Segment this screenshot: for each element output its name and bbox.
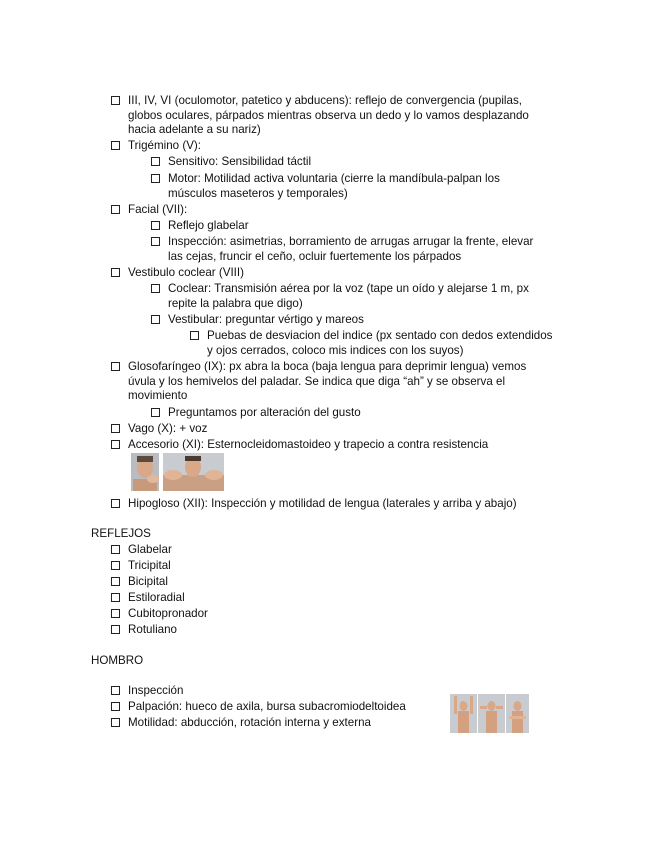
item-text: Sensitivo: Sensibilidad táctil: [168, 155, 312, 168]
list-item: [111, 360, 541, 404]
section-heading-hombro: HOMBRO: [91, 654, 144, 667]
checkbox[interactable]: [111, 205, 120, 214]
checkbox[interactable]: [151, 221, 160, 230]
list-item: [111, 700, 446, 715]
item-text: Estiloradial: [128, 591, 185, 604]
list-item: [111, 607, 311, 622]
checkbox[interactable]: [111, 577, 120, 586]
item-text: Glabelar: [128, 543, 172, 556]
list-item: [151, 313, 556, 328]
list-item: [151, 219, 551, 234]
shoulder-abduction-photo: [450, 694, 477, 733]
list-item: [111, 139, 556, 154]
item-text: Coclear: Transmisión aérea por la voz (tape un oído y alejarse 1 m, px repite la palabra que digo): [168, 282, 529, 310]
item-text: Tricipital: [128, 559, 171, 572]
checkbox[interactable]: [111, 625, 120, 634]
checkbox[interactable]: [111, 440, 120, 449]
item-text: Motor: Motilidad activa voluntaria (cierre la mandíbula-palpan los músculos maseteros y temporales): [168, 172, 500, 200]
item-text: Facial (VII):: [128, 203, 188, 216]
checkbox[interactable]: [111, 96, 120, 105]
checkbox[interactable]: [151, 174, 160, 183]
checkbox[interactable]: [111, 268, 120, 277]
section-heading-reflejos: REFLEJOS: [91, 527, 151, 540]
checkbox[interactable]: [111, 702, 120, 711]
checkbox[interactable]: [190, 331, 199, 340]
list-item: [111, 591, 311, 606]
list-item: [151, 235, 551, 264]
item-text: Glosofaríngeo (IX): px abra la boca (baja lengua para deprimir lengua) vemos úvula y los hemivelos del paladar. Se indica que diga “ah” y se observa el movimiento: [128, 360, 527, 402]
item-text: Accesorio (XI): Esternocleidomastoideo y trapecio a contra resistencia: [128, 438, 489, 451]
item-text: III, IV, VI (oculomotor, patetico y abducens): reflejo de convergencia (pupilas, globos oculares, párpados mientras observa un dedo y lo vamos desplazando hacia adelante a su nariz): [128, 94, 529, 136]
list-item: [111, 438, 556, 453]
list-item: [111, 203, 556, 218]
checkbox[interactable]: [151, 284, 160, 293]
checkbox[interactable]: [111, 424, 120, 433]
item-text: Vago (X): + voz: [128, 422, 208, 435]
checkbox[interactable]: [111, 499, 120, 508]
checkbox[interactable]: [111, 362, 120, 371]
list-item: [151, 155, 551, 170]
checkbox[interactable]: [111, 141, 120, 150]
checkbox[interactable]: [111, 686, 120, 695]
item-text: Vestibulo coclear (VIII): [128, 266, 244, 279]
checkbox[interactable]: [111, 561, 120, 570]
item-text: Cubitopronador: [128, 607, 208, 620]
checkbox[interactable]: [111, 609, 120, 618]
item-text: Motilidad: abducción, rotación interna y externa: [128, 716, 371, 729]
list-item: [111, 497, 571, 512]
item-text: Vestibular: preguntar vértigo y mareos: [168, 313, 364, 326]
list-item: [111, 575, 311, 590]
checkbox[interactable]: [151, 157, 160, 166]
shoulder-internal-rotation-photo: [506, 694, 529, 733]
item-text: Inspección: [128, 684, 184, 697]
list-item: [151, 406, 551, 421]
list-item: [111, 94, 556, 138]
checkbox[interactable]: [151, 408, 160, 417]
checkbox[interactable]: [111, 545, 120, 554]
item-text: Preguntamos por alteración del gusto: [168, 406, 361, 419]
list-item: [111, 266, 556, 281]
list-item: [111, 422, 556, 437]
list-item: [111, 684, 441, 699]
list-item: [111, 543, 311, 558]
shoulder-rotation-photo: [478, 694, 505, 733]
list-item: [111, 559, 311, 574]
item-text: Inspección: asimetrias, borramiento de arrugas arrugar la frente, elevar las cejas, fruncir el ceño, ocluir fuertemente los párpados: [168, 235, 534, 263]
item-text: Rotuliano: [128, 623, 177, 636]
checkbox[interactable]: [111, 593, 120, 602]
item-text: Trigémino (V):: [128, 139, 202, 152]
item-text: Palpación: hueco de axila, bursa subacromiodeltoidea: [128, 700, 406, 713]
item-text: Puebas de desviacion del indice (px sentado con dedos extendidos y ojos cerrados, coloco mis indices con los suyos): [207, 329, 553, 357]
list-item: [111, 623, 311, 638]
neck-exam-photo: [131, 453, 159, 491]
shoulder-resistance-photo: [163, 453, 224, 491]
checkbox[interactable]: [151, 315, 160, 324]
item-text: Bicipital: [128, 575, 168, 588]
list-item: [190, 329, 560, 358]
checkbox[interactable]: [151, 237, 160, 246]
list-item: [151, 172, 551, 201]
checkbox[interactable]: [111, 718, 120, 727]
item-text: Hipogloso (XII): Inspección y motilidad de lengua (laterales y arriba y abajo): [128, 497, 517, 510]
list-item: [111, 716, 446, 731]
list-item: [151, 282, 556, 311]
item-text: Reflejo glabelar: [168, 219, 249, 232]
